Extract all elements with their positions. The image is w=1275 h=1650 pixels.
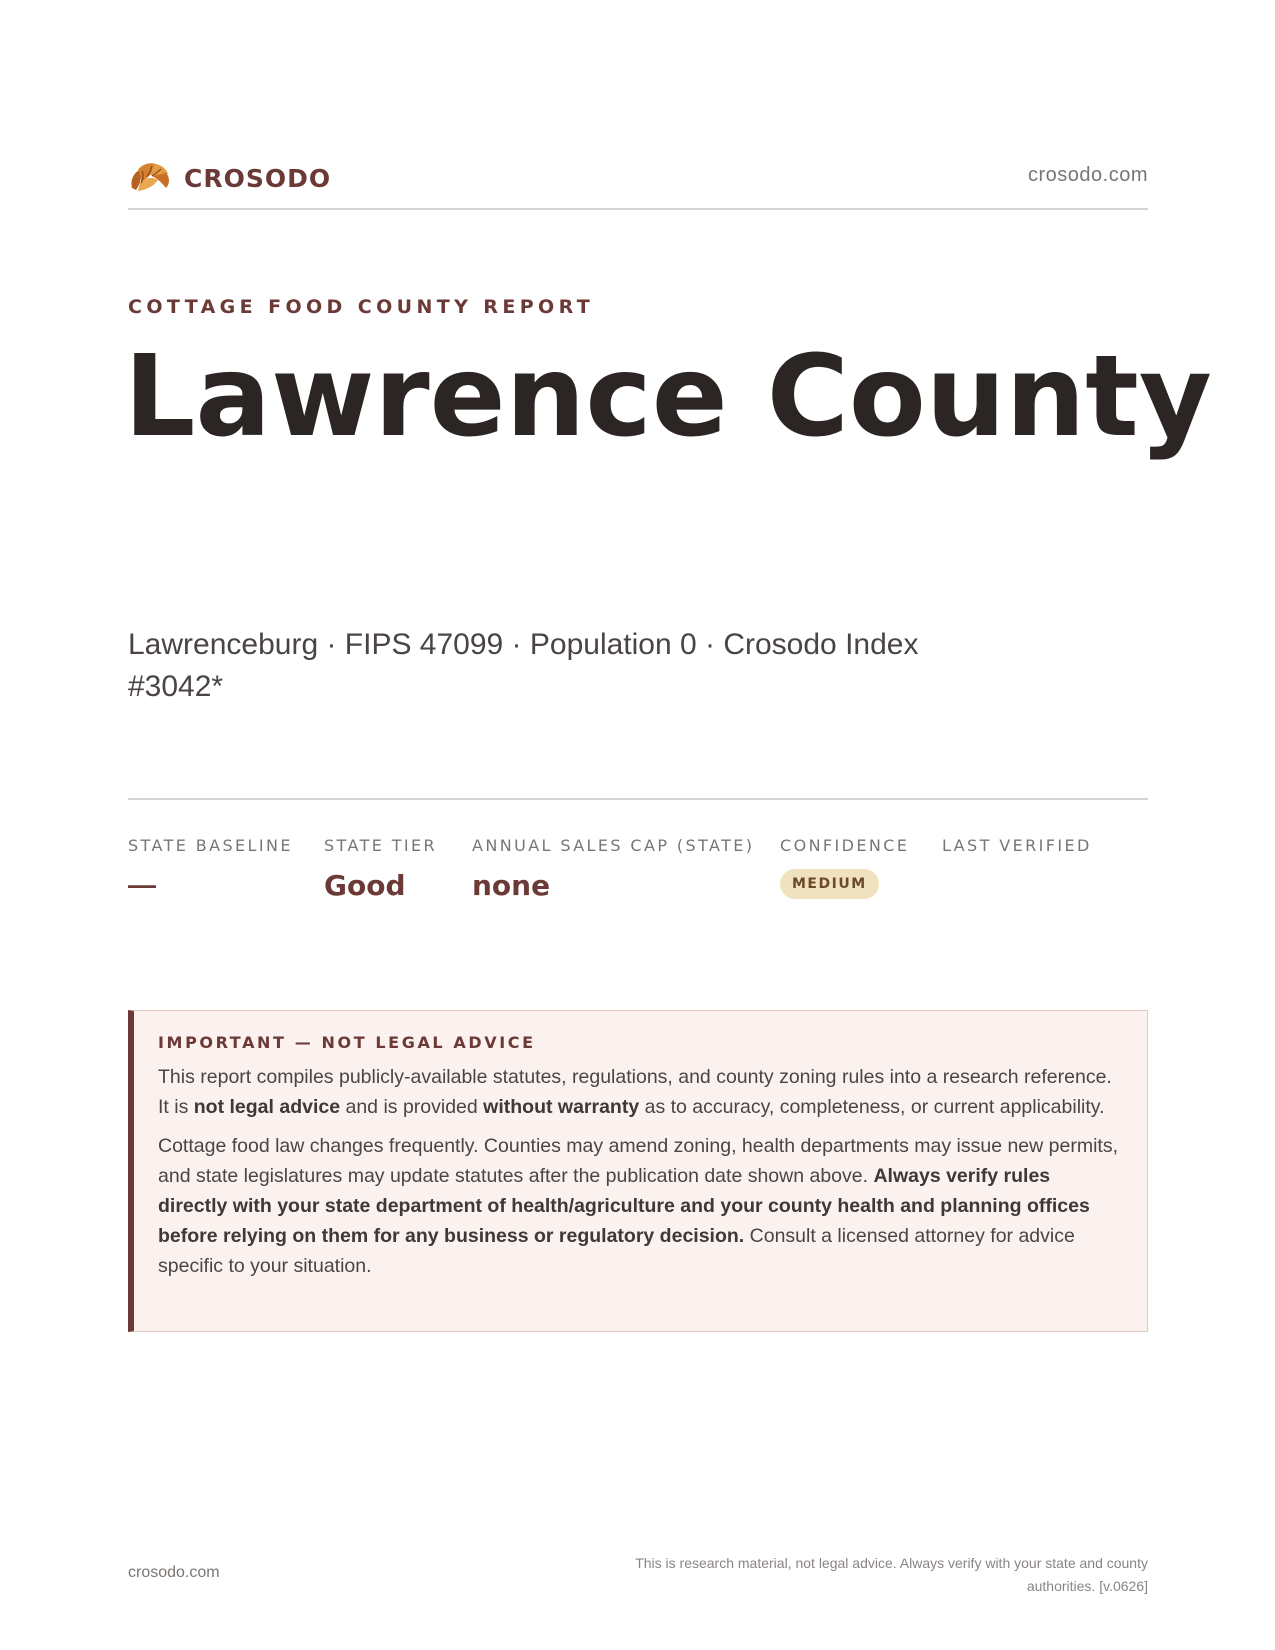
croissant-icon <box>128 158 172 198</box>
stat-value: Good <box>324 869 406 902</box>
notice-text: as to accuracy, completeness, or current applicability. <box>639 1096 1105 1118</box>
notice-text: and is provided <box>340 1096 484 1118</box>
notice-text: Consult a licensed attorney for advice specific to your situation. <box>158 1225 1075 1277</box>
stat-label: STATE BASELINE <box>128 836 293 855</box>
page-header <box>128 158 1148 210</box>
stat-label: STATE TIER <box>324 836 438 855</box>
stat-label: CONFIDENCE <box>780 836 910 855</box>
stat-label: ANNUAL SALES CAP (STATE) <box>472 836 755 855</box>
site-url[interactable]: crosodo.com <box>1028 164 1148 186</box>
footer-disclaimer: This is research material, not legal advice. Always verify with your state and county authorities. [v.0626] <box>635 1555 1148 1594</box>
brand-name: CROSODO <box>184 163 332 193</box>
report-eyebrow: COTTAGE FOOD COUNTY REPORT <box>128 296 595 318</box>
stat-sales-cap <box>472 836 754 902</box>
notice-emphasis: without warranty <box>483 1096 640 1118</box>
notice-emphasis: Always verify rules directly with your state department of health/agriculture and your county health and planning offices before relying on them for any business or regulatory decision. <box>158 1165 1090 1247</box>
notice-text: Cottage food law changes frequently. Counties may amend zoning, health departments may issue new permits, and state legislatures may update statutes after the publication date shown above. <box>158 1135 1118 1187</box>
stat-value: none <box>472 869 551 902</box>
stat-confidence <box>780 836 909 899</box>
stat-state-tier <box>324 836 437 902</box>
page-title: Lawrence County <box>124 332 1212 462</box>
notice-emphasis: not legal advice <box>193 1096 341 1118</box>
notice-text: This report compiles publicly-available statutes, regulations, and county zoning rules into a research reference. It is <box>158 1066 1112 1118</box>
footer-url[interactable]: crosodo.com <box>128 1564 220 1581</box>
stat-value: — <box>128 869 156 900</box>
confidence-badge: MEDIUM <box>780 869 879 899</box>
stat-label: LAST VERIFIED <box>942 836 1092 855</box>
stat-last-verified <box>942 836 1092 869</box>
brand-logo <box>128 158 331 198</box>
legal-notice <box>128 1010 1148 1332</box>
stats-row <box>128 798 1148 908</box>
stat-state-baseline <box>128 836 293 901</box>
notice-title: IMPORTANT — NOT LEGAL ADVICE <box>158 1033 536 1052</box>
notice-paragraph-2 <box>158 1131 1121 1281</box>
notice-paragraph-1 <box>158 1062 1121 1122</box>
report-page <box>124 0 1212 1650</box>
report-subtitle: Lawrenceburg · FIPS 47099 · Population 0 · Crosodo Index #3042* <box>128 628 919 703</box>
